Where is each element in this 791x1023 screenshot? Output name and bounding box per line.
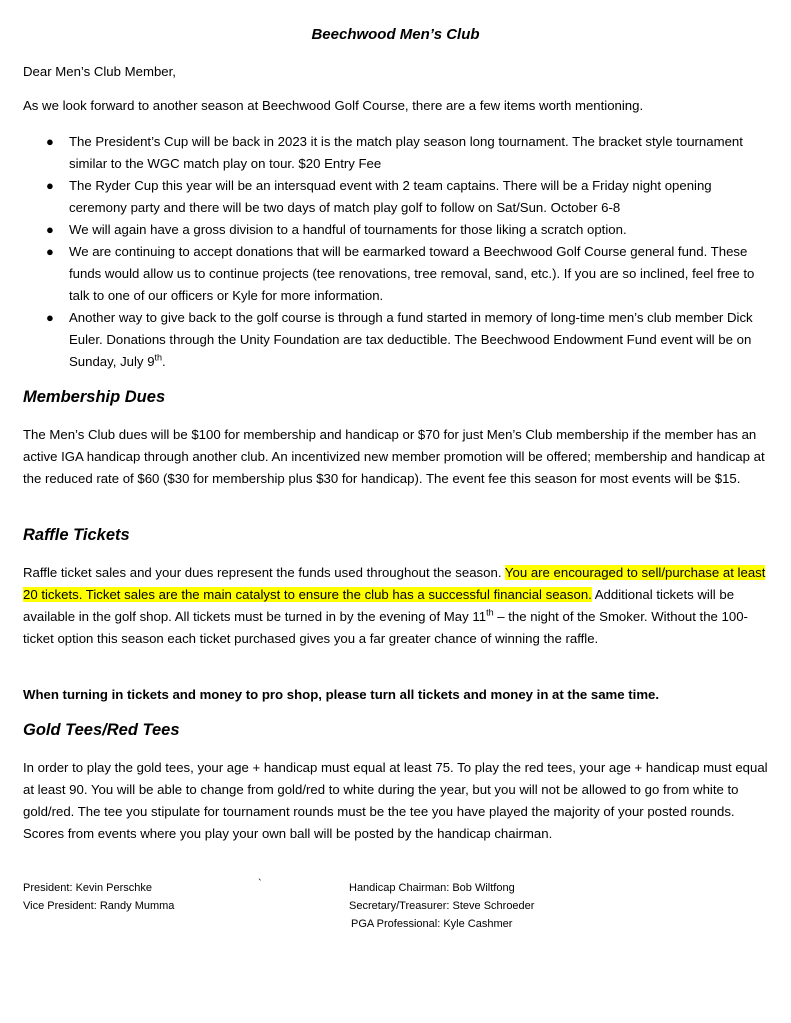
list-item-text: We will again have a gross division to a handful of tournaments for those liking a scratch option. — [69, 222, 627, 237]
list-item — [23, 219, 768, 241]
superscript: th — [154, 352, 163, 363]
highlighted-text: You are encouraged to sell/purchase at least 20 tickets. Ticket sales are the main catalyst to ensure the club has a successful financial season. — [23, 565, 766, 602]
president-line: President: Kevin Perschke — [23, 882, 153, 894]
pga-professional-line: PGA Professional: Kyle Cashmer — [351, 918, 513, 930]
handicap-chairman-line: Handicap Chairman: Bob Wiltfong — [349, 882, 515, 894]
raffle-text-1: Raffle ticket sales and your dues represent the funds used throughout the season. — [23, 565, 505, 580]
list-item-text: The President’s Cup will be back in 2023 it is the match play season long tournament. The bracket style tournament similar to the WGC match play on tour. $20 Entry Fee — [69, 134, 743, 171]
bullet-icon: ● — [46, 244, 54, 259]
tees-heading: Gold Tees/Red Tees — [23, 721, 180, 739]
list-item-text: The Ryder Cup this year will be an intersquad event with 2 team captains. There will be a Friday night opening ceremony party and there will be two days of match play golf to follow on Sat/Sun. October 6-8 — [69, 178, 712, 215]
membership-heading: Membership Dues — [23, 388, 166, 406]
secretary-line: Secretary/Treasurer: Steve Schroeder — [349, 900, 535, 912]
bold-note: When turning in tickets and money to pro shop, please turn all tickets and money in at the same time. — [23, 687, 660, 702]
vice-president-line: Vice President: Randy Mumma — [23, 900, 175, 912]
letter-title: Beechwood Men’s Club — [311, 26, 480, 43]
bullet-icon: ● — [46, 178, 54, 193]
raffle-text-3: – the night of the Smoker. Without the 100-ticket option this season each ticket purchased gives you a far greater chance of winning the raffle. — [23, 609, 748, 646]
list-item-text: Another way to give back to the golf course is through a fund started in memory of long-time men’s club member Dick Euler. Donations through the Unity Foundation are tax deductible. The Beechwood Endowment Fund event will be on Sunday, July 9 — [69, 310, 753, 369]
raffle-heading: Raffle Tickets — [23, 526, 130, 544]
list-item-end: . — [162, 354, 166, 369]
bullet-icon: ● — [46, 222, 54, 237]
list-item-text: We are continuing to accept donations that will be earmarked toward a Beechwood Golf Course general fund. These funds would allow us to continue projects (tee renovations, tree removal, sand, etc.). If you are so inclined, feel free to talk to one of our officers or Kyle for more information. — [69, 244, 755, 303]
list-item — [23, 131, 768, 175]
membership-paragraph: The Men’s Club dues will be $100 for membership and handicap or $70 for just Men’s Club membership if the member has an active IGA handicap through another club. An incentivized new member promotion will be offered; membership and handicap at the reduced rate of $60 ($30 for membership plus $30 for handicap). The event fee this season for most events will be $15. — [23, 427, 765, 486]
salutation: Dear Men’s Club Member, — [23, 64, 176, 79]
bullet-icon: ● — [46, 310, 54, 325]
superscript: th — [486, 607, 494, 618]
raffle-text-2: Additional tickets will be available in the golf shop. All tickets must be turned in by the evening of May 11 — [23, 587, 735, 624]
bullet-icon: ● — [46, 134, 54, 149]
intro-paragraph: As we look forward to another season at Beechwood Golf Course, there are a few items worth mentioning. — [23, 98, 644, 113]
announcement-list — [23, 131, 768, 373]
stray-mark: ` — [258, 878, 262, 890]
raffle-paragraph — [23, 562, 768, 650]
list-item — [23, 241, 768, 307]
list-item — [23, 175, 768, 219]
tees-paragraph: In order to play the gold tees, your age + handicap must equal at least 75. To play the red tees, your age + handicap must equal at least 90. You will be able to change from gold/red to white during the year, but you will not be allowed to go from white to gold/red. The tee you stipulate for tournament rounds must be the tee you have played the majority of your posted rounds. Scores from events where you play your own ball will be posted by the handicap chairman. — [23, 760, 768, 841]
list-item — [23, 307, 768, 373]
